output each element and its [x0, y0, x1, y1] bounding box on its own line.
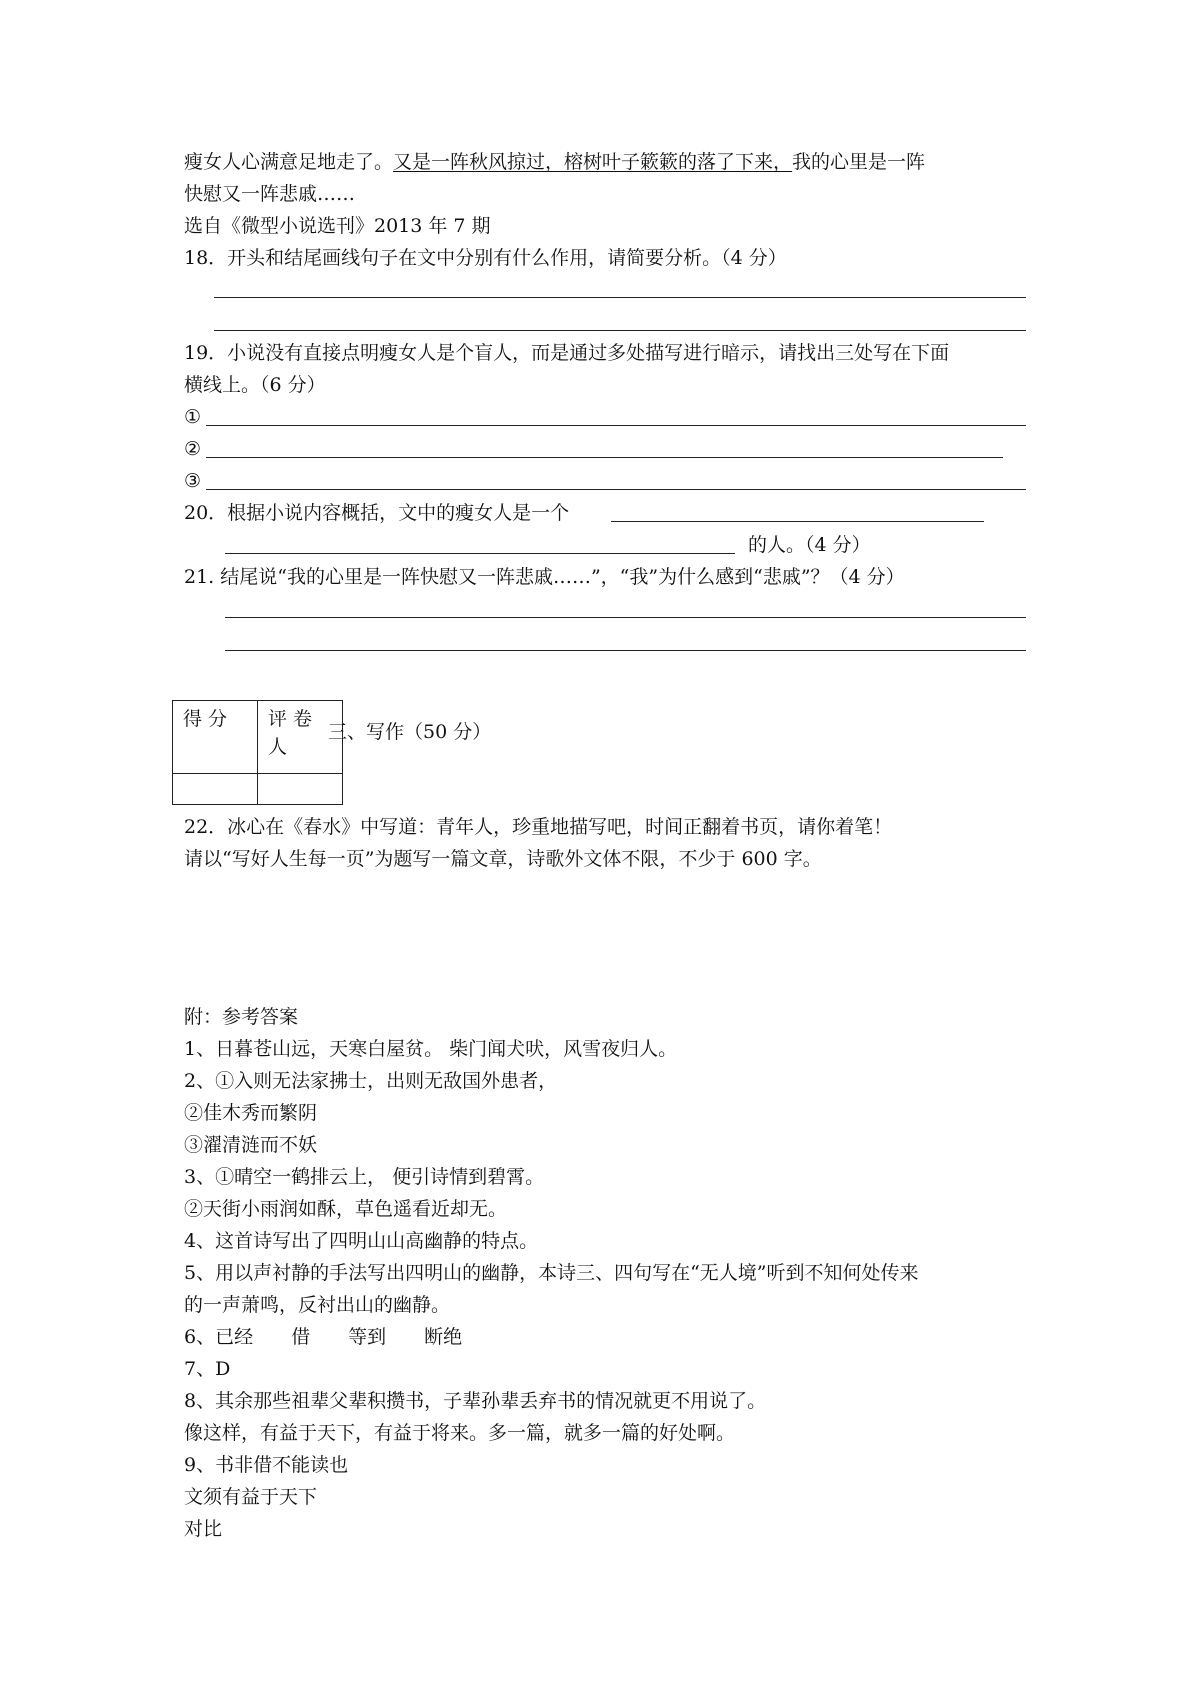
question-22-line-1: 22．冰心在《春水》中写道：青年人，珍重地描写吧，时间正翻着书页，请你着笔！ [184, 816, 893, 838]
question-20-line-2: 的人。（4 分） [748, 534, 871, 556]
answer-marker-1: ① [184, 406, 202, 428]
grader-cell [258, 774, 343, 805]
story-text-plain: 瘦女人心满意足地走了。 [184, 151, 394, 173]
question-19-line-1: 19．小说没有直接点明瘦女人是个盲人，而是通过多处描写进行暗示，请找出三处写在下面 [184, 342, 950, 364]
answer-line: ②佳木秀而繁阴 [184, 1102, 318, 1124]
story-ending-underlined: 又是一阵秋风掠过，榕树叶子簌簌的落了下来， [393, 151, 793, 173]
answer-line: 1、日暮苍山远，天寒白屋贫。 柴门闻犬吠，风雪夜归人。 [184, 1038, 678, 1060]
score-box [172, 700, 343, 805]
answer-line: 像这样，有益于天下，有益于将来。多一篇，就多一篇的好处啊。 [184, 1422, 736, 1444]
answer-line-20-1 [611, 521, 984, 522]
answer-line-19-2 [206, 457, 1003, 458]
question-19-line-2: 横线上。（6 分） [184, 374, 326, 396]
question-22-line-2: 请以“写好人生每一页”为题写一篇文章，诗歌外文体不限，不少于 600 字。 [184, 848, 822, 870]
answer-line: 3、①晴空一鹤排云上， 便引诗情到碧霄。 [184, 1166, 545, 1188]
answer-line: 9、书非借不能读也 [184, 1454, 349, 1476]
grader-label: 评 卷 人 [258, 701, 343, 774]
answer-marker-2: ② [184, 438, 202, 460]
answers-title: 附：参考答案 [184, 1006, 299, 1028]
answer-line: 2、①入则无法家拂士，出则无敌国外患者， [184, 1070, 558, 1092]
answer-line: 对比 [184, 1518, 223, 1540]
answer-line-21-1 [225, 617, 1026, 618]
answer-line: 8、其余那些祖辈父辈积攒书，子辈孙辈丢弃书的情况就更不用说了。 [184, 1390, 767, 1412]
answer-line-19-1 [206, 425, 1026, 426]
story-line-1 [184, 150, 925, 174]
answer-line-18-1 [214, 297, 1026, 298]
answer-line: 6、已经 借 等到 断绝 [184, 1326, 463, 1348]
score-cell [173, 774, 258, 805]
question-18: 18．开头和结尾画线句子在文中分别有什么作用，请简要分析。（4 分） [184, 247, 787, 269]
answer-line: ③濯清涟而不妖 [184, 1134, 318, 1156]
answer-line: 4、这首诗写出了四明山山高幽静的特点。 [184, 1230, 539, 1252]
answer-marker-3: ③ [184, 470, 202, 492]
answer-line-20-2 [225, 553, 735, 554]
answer-line-21-2 [225, 650, 1026, 651]
score-label: 得 分 [173, 701, 258, 774]
story-source: 选自《微型小说选刊》2013 年 7 期 [184, 215, 491, 237]
question-21: 21. 结尾说“我的心里是一阵快慰又一阵悲戚……”，“我”为什么感到“悲戚”？（4 分） [184, 566, 905, 588]
answer-line: ②天街小雨润如酥，草色遥看近却无。 [184, 1198, 508, 1220]
answer-line: 的一声萧鸣，反衬出山的幽静。 [184, 1294, 451, 1316]
story-text-tail: 我的心里是一阵 [792, 151, 926, 173]
answer-line-19-3 [206, 489, 1026, 490]
writing-heading: 三、写作（50 分） [328, 721, 492, 743]
question-20-line-1: 20．根据小说内容概括，文中的瘦女人是一个 [184, 502, 570, 524]
answer-line: 7、D [184, 1358, 231, 1380]
answer-line: 文须有益于天下 [184, 1486, 318, 1508]
story-line-2: 快慰又一阵悲戚…… [184, 183, 356, 205]
answer-line: 5、用以声衬静的手法写出四明山的幽静，本诗三、四句写在“无人境”听到不知何处传来 [184, 1262, 919, 1284]
answer-line-18-2 [214, 330, 1026, 331]
